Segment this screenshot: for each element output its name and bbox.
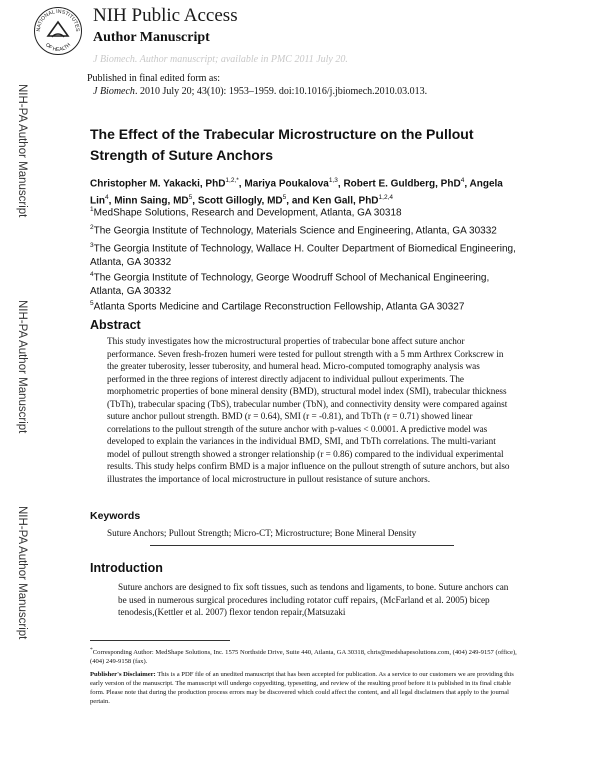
abstract-heading: Abstract	[90, 318, 141, 332]
author-name: Mariya Poukalova	[244, 178, 329, 190]
author-separator: ,	[238, 178, 245, 190]
affiliation-number: 3	[90, 242, 94, 249]
side-rail-label: NIH-PA Author Manuscript	[16, 300, 28, 434]
keywords-text: Suture Anchors; Pullout Strength; Micro-CT; Microstructure; Bone Mineral Density	[107, 528, 417, 538]
affiliation	[90, 203, 520, 220]
affiliation-number: 1	[90, 206, 94, 213]
affiliation-number: 4	[90, 271, 94, 278]
publisher-disclaimer	[90, 670, 520, 706]
citation-journal: J Biomech	[93, 86, 135, 97]
affiliation	[90, 221, 520, 238]
published-in-line: Published in final edited form as:	[87, 73, 221, 84]
introduction-heading: Introduction	[90, 561, 163, 575]
author-name: Ken Gall, PhD	[312, 195, 379, 207]
author-separator: ,	[192, 195, 198, 207]
author-name: Minn Saing, MD	[114, 195, 189, 207]
affiliation-text: The Georgia Institute of Technology, Wallace H. Coulter Department of Biomedical Engineering, Atlanta, GA 30332	[90, 243, 516, 269]
affiliation	[90, 297, 520, 314]
author-name: Robert E. Guldberg, PhD	[343, 178, 461, 190]
author-affiliation-marker: 4	[460, 177, 465, 184]
footnote-text: Corresponding Author: MedShape Solutions, Inc. 1575 Northside Drive, Suite 440, Atlanta, GA 30318, chris@medshapesolutions.com, (404) 249-9157 (office), (404) 249-9158 (fax).	[90, 649, 517, 666]
author-affiliation-marker: 1,2,4	[378, 194, 393, 202]
affiliation-text: Atlanta Sports Medicine and Cartilage Reconstruction Fellowship, Atlanta GA 30327	[93, 301, 465, 313]
author-separator: ,	[464, 178, 470, 190]
author-affiliation-marker: 1,2,*	[225, 177, 239, 184]
nih-public-access-title: NIH Public Access	[93, 5, 238, 26]
author-separator: ,	[337, 178, 344, 190]
disclaimer-text: This is a PDF file of an unedited manuscript that has been accepted for publication. As a service to our customers we are providing this early version of the manuscript. The manuscript will undergo copyediting, typesetting, and review of the resulting proof before it is published in its final citable form. Please note that during the production process errors may be discovered which could affect the content, and all legal disclaimers that apply to the journal pertain.	[90, 671, 514, 705]
author-affiliation-marker: 1,3	[328, 177, 338, 184]
author-name: Christopher M. Yakacki, PhD	[90, 178, 226, 190]
side-rail-label: NIH-PA Author Manuscript	[16, 84, 28, 218]
footnote-marker: *	[90, 647, 93, 653]
affiliation	[90, 268, 520, 299]
seal-bottom-text: OF HEALTH	[43, 42, 73, 54]
footnote-divider	[90, 640, 230, 641]
affiliation-text: MedShape Solutions, Research and Development, Atlanta, GA 30318	[93, 207, 402, 219]
disclaimer-label: Publisher's Disclaimer:	[90, 671, 156, 678]
author-separator: ,	[108, 195, 115, 207]
svg-text:OF HEALTH	[44, 42, 72, 53]
author-name: Angela Lin	[90, 178, 503, 207]
affiliation-number: 5	[90, 300, 94, 307]
author-affiliation-marker: 5	[282, 194, 287, 202]
affiliation-text: The Georgia Institute of Technology, George Woodruff School of Mechanical Engineering, Atlanta, GA 30332	[90, 272, 490, 298]
paper-title: The Effect of the Trabecular Microstructure on the Pullout Strength of Suture Anchors	[90, 126, 474, 163]
availability-note: J Biomech. Author manuscript; available in PMC 2011 July 20.	[93, 54, 348, 65]
affiliation-number: 2	[90, 224, 94, 231]
side-rail-label: NIH-PA Author Manuscript	[16, 506, 28, 640]
nih-seal-logo	[33, 6, 83, 56]
abstract-text: This study investigates how the microstructural properties of trabecular bone affect suture anchor performance. Seven fresh-frozen humeri were tested for pullout strength with a 5 mm Arthrex Corkscrew in the greater tuberosity, lesser tuberosity, and humeral head. Micro-computed tomography analysis was performed in the three regions of interest directly adjacent to individual pullout experiments. The morphometric properties of bone mineral density (BMD), structural model index (SMI), trabecular thickness (TbTh), trabecular spacing (TbS), trabecular number (TbN), and connectivity density were compared against suture anchor pullout strength. BMD (r = 0.64), SMI (r = -0.81), and TbTh (r = 0.71) showed linear correlations to the pullout strength of the suture anchor with p-values < 0.0001. A predictive model was developed to explain the variances in the individual BMD, SMI, and TbTh correlations. The multi-variant model of pullout strength showed a stronger relationship (r = 0.86) compared to the individual experimental results. This study helps confirm BMD is a major influence on the pullout strength of suture anchors, but also illustrates the importance of local microstructure in pullout resistance of suture anchors.	[107, 336, 510, 484]
corresponding-author-footnote	[90, 646, 520, 666]
author-affiliation-marker: 4	[105, 194, 109, 202]
author-separator: , and	[286, 195, 313, 207]
affiliation-text: The Georgia Institute of Technology, Materials Science and Engineering, Atlanta, GA 30332	[93, 225, 497, 237]
affiliation	[90, 239, 520, 270]
citation-line[interactable]	[93, 86, 427, 97]
author-name: Scott Gillogly, MD	[197, 195, 283, 207]
author-manuscript-label: Author Manuscript	[93, 30, 210, 45]
section-divider	[150, 545, 454, 546]
svg-text:NATIONAL INSTITUTES	[36, 9, 80, 32]
keywords-heading: Keywords	[90, 510, 141, 522]
author-affiliation-marker: 5	[188, 194, 193, 202]
citation-details: . 2010 July 20; 43(10): 1953–1959. doi:10.1016/j.jbiomech.2010.03.013.	[134, 86, 428, 97]
seal-top-text: NATIONAL INSTITUTES	[35, 8, 81, 32]
introduction-text: Suture anchors are designed to fix soft tissues, such as tendons and ligaments, to bone. Suture anchors can be used in numerous surgical procedures including rotator cuff repairs, (McFarland et al. 2005) bicep tenodesis,(Kettler et al. 2007) flexor tendon repair,(Matsuzaki	[118, 582, 509, 617]
